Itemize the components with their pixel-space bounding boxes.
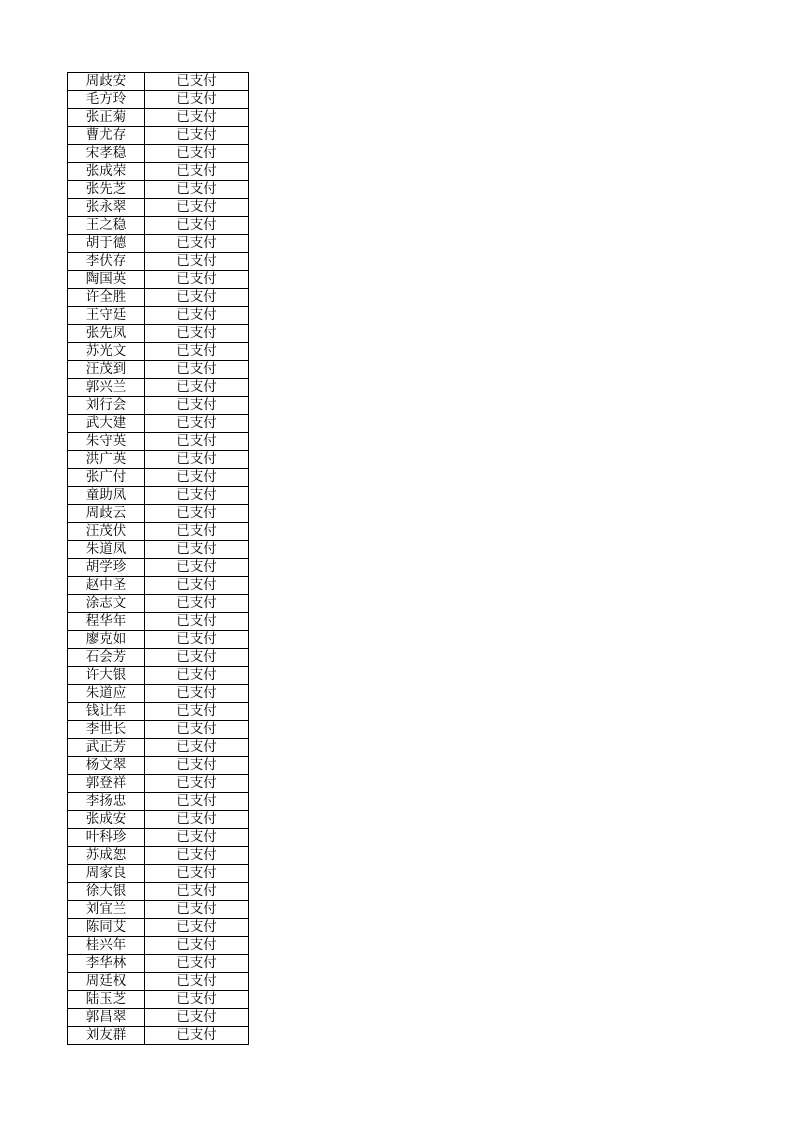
table-row (68, 145, 249, 163)
name-cell: 洪广英 (68, 451, 145, 469)
table-row (68, 667, 249, 685)
payment-status-cell: 已支付 (145, 811, 249, 829)
table-row (68, 109, 249, 127)
name-cell: 张永翠 (68, 199, 145, 217)
payment-status-cell: 已支付 (145, 1027, 249, 1045)
table-row (68, 523, 249, 541)
payment-status-cell: 已支付 (145, 919, 249, 937)
name-cell: 张成安 (68, 811, 145, 829)
payment-status-cell: 已支付 (145, 847, 249, 865)
table-row (68, 73, 249, 91)
table-row (68, 883, 249, 901)
table-row (68, 397, 249, 415)
name-cell: 张广付 (68, 469, 145, 487)
name-cell: 朱道凤 (68, 541, 145, 559)
table-row (68, 919, 249, 937)
name-cell: 李伏存 (68, 253, 145, 271)
name-cell: 周歧安 (68, 73, 145, 91)
table-row (68, 379, 249, 397)
payment-status-cell: 已支付 (145, 127, 249, 145)
payment-status-cell: 已支付 (145, 415, 249, 433)
table-row (68, 235, 249, 253)
name-cell: 程华年 (68, 613, 145, 631)
payment-status-cell: 已支付 (145, 181, 249, 199)
payment-status-cell: 已支付 (145, 649, 249, 667)
name-cell: 许大银 (68, 667, 145, 685)
payment-status-cell: 已支付 (145, 325, 249, 343)
name-cell: 刘行会 (68, 397, 145, 415)
payment-status-cell: 已支付 (145, 199, 249, 217)
payment-status-cell: 已支付 (145, 343, 249, 361)
name-cell: 武正芳 (68, 739, 145, 757)
name-cell: 涂志文 (68, 595, 145, 613)
name-cell: 叶科珍 (68, 829, 145, 847)
name-cell: 武大建 (68, 415, 145, 433)
table-row (68, 649, 249, 667)
name-cell: 陶国英 (68, 271, 145, 289)
payment-status-cell: 已支付 (145, 829, 249, 847)
name-cell: 胡于德 (68, 235, 145, 253)
table-row (68, 559, 249, 577)
table-row (68, 613, 249, 631)
payment-status-cell: 已支付 (145, 451, 249, 469)
table-row (68, 289, 249, 307)
payment-status-cell: 已支付 (145, 757, 249, 775)
name-cell: 苏光文 (68, 343, 145, 361)
table-row (68, 217, 249, 235)
name-cell: 石会芳 (68, 649, 145, 667)
payment-status-cell: 已支付 (145, 271, 249, 289)
table-row (68, 451, 249, 469)
table-row (68, 181, 249, 199)
name-cell: 周歧云 (68, 505, 145, 523)
payment-status-cell: 已支付 (145, 865, 249, 883)
payment-status-cell: 已支付 (145, 595, 249, 613)
payment-status-cell: 已支付 (145, 559, 249, 577)
payment-status-cell: 已支付 (145, 883, 249, 901)
payment-status-cell: 已支付 (145, 109, 249, 127)
name-cell: 毛方玲 (68, 91, 145, 109)
payment-status-cell: 已支付 (145, 289, 249, 307)
table-row (68, 595, 249, 613)
table-row (68, 271, 249, 289)
table-row (68, 973, 249, 991)
name-cell: 张正菊 (68, 109, 145, 127)
name-cell: 张成荣 (68, 163, 145, 181)
payment-status-cell: 已支付 (145, 487, 249, 505)
table-row (68, 937, 249, 955)
name-cell: 汪茂到 (68, 361, 145, 379)
table-row (68, 325, 249, 343)
payment-table-body (68, 73, 249, 1045)
table-row (68, 199, 249, 217)
payment-status-cell: 已支付 (145, 91, 249, 109)
payment-status-cell: 已支付 (145, 145, 249, 163)
name-cell: 陈同艾 (68, 919, 145, 937)
table-row (68, 577, 249, 595)
payment-status-cell: 已支付 (145, 703, 249, 721)
name-cell: 张先凤 (68, 325, 145, 343)
payment-status-cell: 已支付 (145, 721, 249, 739)
table-row (68, 487, 249, 505)
name-cell: 陆玉芝 (68, 991, 145, 1009)
payment-status-cell: 已支付 (145, 469, 249, 487)
payment-status-cell: 已支付 (145, 523, 249, 541)
table-row (68, 703, 249, 721)
table-row (68, 901, 249, 919)
table-row (68, 631, 249, 649)
table-row (68, 91, 249, 109)
payment-status-cell: 已支付 (145, 217, 249, 235)
table-row (68, 955, 249, 973)
name-cell: 赵中圣 (68, 577, 145, 595)
table-row (68, 127, 249, 145)
table-row (68, 793, 249, 811)
table-row (68, 415, 249, 433)
table-row (68, 361, 249, 379)
payment-status-cell: 已支付 (145, 577, 249, 595)
name-cell: 廖克如 (68, 631, 145, 649)
payment-status-cell: 已支付 (145, 361, 249, 379)
payment-status-cell: 已支付 (145, 235, 249, 253)
table-row (68, 829, 249, 847)
name-cell: 苏成恕 (68, 847, 145, 865)
payment-status-cell: 已支付 (145, 901, 249, 919)
payment-status-cell: 已支付 (145, 253, 249, 271)
payment-status-cell: 已支付 (145, 307, 249, 325)
name-cell: 李华林 (68, 955, 145, 973)
name-cell: 郭登祥 (68, 775, 145, 793)
payment-status-cell: 已支付 (145, 991, 249, 1009)
payment-status-cell: 已支付 (145, 433, 249, 451)
name-cell: 周家良 (68, 865, 145, 883)
table-row (68, 721, 249, 739)
name-cell: 胡学珍 (68, 559, 145, 577)
payment-status-cell: 已支付 (145, 739, 249, 757)
payment-status-cell: 已支付 (145, 973, 249, 991)
payment-status-cell: 已支付 (145, 775, 249, 793)
table-row (68, 1009, 249, 1027)
payment-status-cell: 已支付 (145, 163, 249, 181)
table-row (68, 739, 249, 757)
payment-table (67, 72, 249, 1045)
payment-status-cell: 已支付 (145, 505, 249, 523)
table-row (68, 433, 249, 451)
table-row (68, 757, 249, 775)
table-row (68, 307, 249, 325)
table-row (68, 865, 249, 883)
payment-status-cell: 已支付 (145, 397, 249, 415)
name-cell: 朱道应 (68, 685, 145, 703)
table-row (68, 163, 249, 181)
payment-status-cell: 已支付 (145, 937, 249, 955)
name-cell: 徐大银 (68, 883, 145, 901)
table-row (68, 505, 249, 523)
table-row (68, 1027, 249, 1045)
payment-status-cell: 已支付 (145, 1009, 249, 1027)
payment-status-cell: 已支付 (145, 685, 249, 703)
table-row (68, 847, 249, 865)
name-cell: 李世长 (68, 721, 145, 739)
name-cell: 杨文翠 (68, 757, 145, 775)
payment-status-cell: 已支付 (145, 73, 249, 91)
table-row (68, 685, 249, 703)
name-cell: 桂兴年 (68, 937, 145, 955)
name-cell: 王之稳 (68, 217, 145, 235)
name-cell: 朱守英 (68, 433, 145, 451)
table-row (68, 343, 249, 361)
name-cell: 郭昌翠 (68, 1009, 145, 1027)
name-cell: 张先芝 (68, 181, 145, 199)
payment-status-cell: 已支付 (145, 667, 249, 685)
payment-status-cell: 已支付 (145, 631, 249, 649)
name-cell: 许全胜 (68, 289, 145, 307)
name-cell: 周廷权 (68, 973, 145, 991)
name-cell: 王守廷 (68, 307, 145, 325)
payment-status-cell: 已支付 (145, 541, 249, 559)
table-row (68, 541, 249, 559)
name-cell: 李扬忠 (68, 793, 145, 811)
name-cell: 刘友群 (68, 1027, 145, 1045)
payment-status-cell: 已支付 (145, 613, 249, 631)
table-row (68, 253, 249, 271)
name-cell: 刘宜兰 (68, 901, 145, 919)
name-cell: 童助凤 (68, 487, 145, 505)
table-row (68, 811, 249, 829)
table-row (68, 775, 249, 793)
table-row (68, 469, 249, 487)
name-cell: 曹尤存 (68, 127, 145, 145)
payment-status-cell: 已支付 (145, 793, 249, 811)
table-row (68, 991, 249, 1009)
payment-status-cell: 已支付 (145, 379, 249, 397)
name-cell: 郭兴兰 (68, 379, 145, 397)
payment-status-cell: 已支付 (145, 955, 249, 973)
name-cell: 汪茂伏 (68, 523, 145, 541)
name-cell: 宋孝稳 (68, 145, 145, 163)
name-cell: 钱让年 (68, 703, 145, 721)
